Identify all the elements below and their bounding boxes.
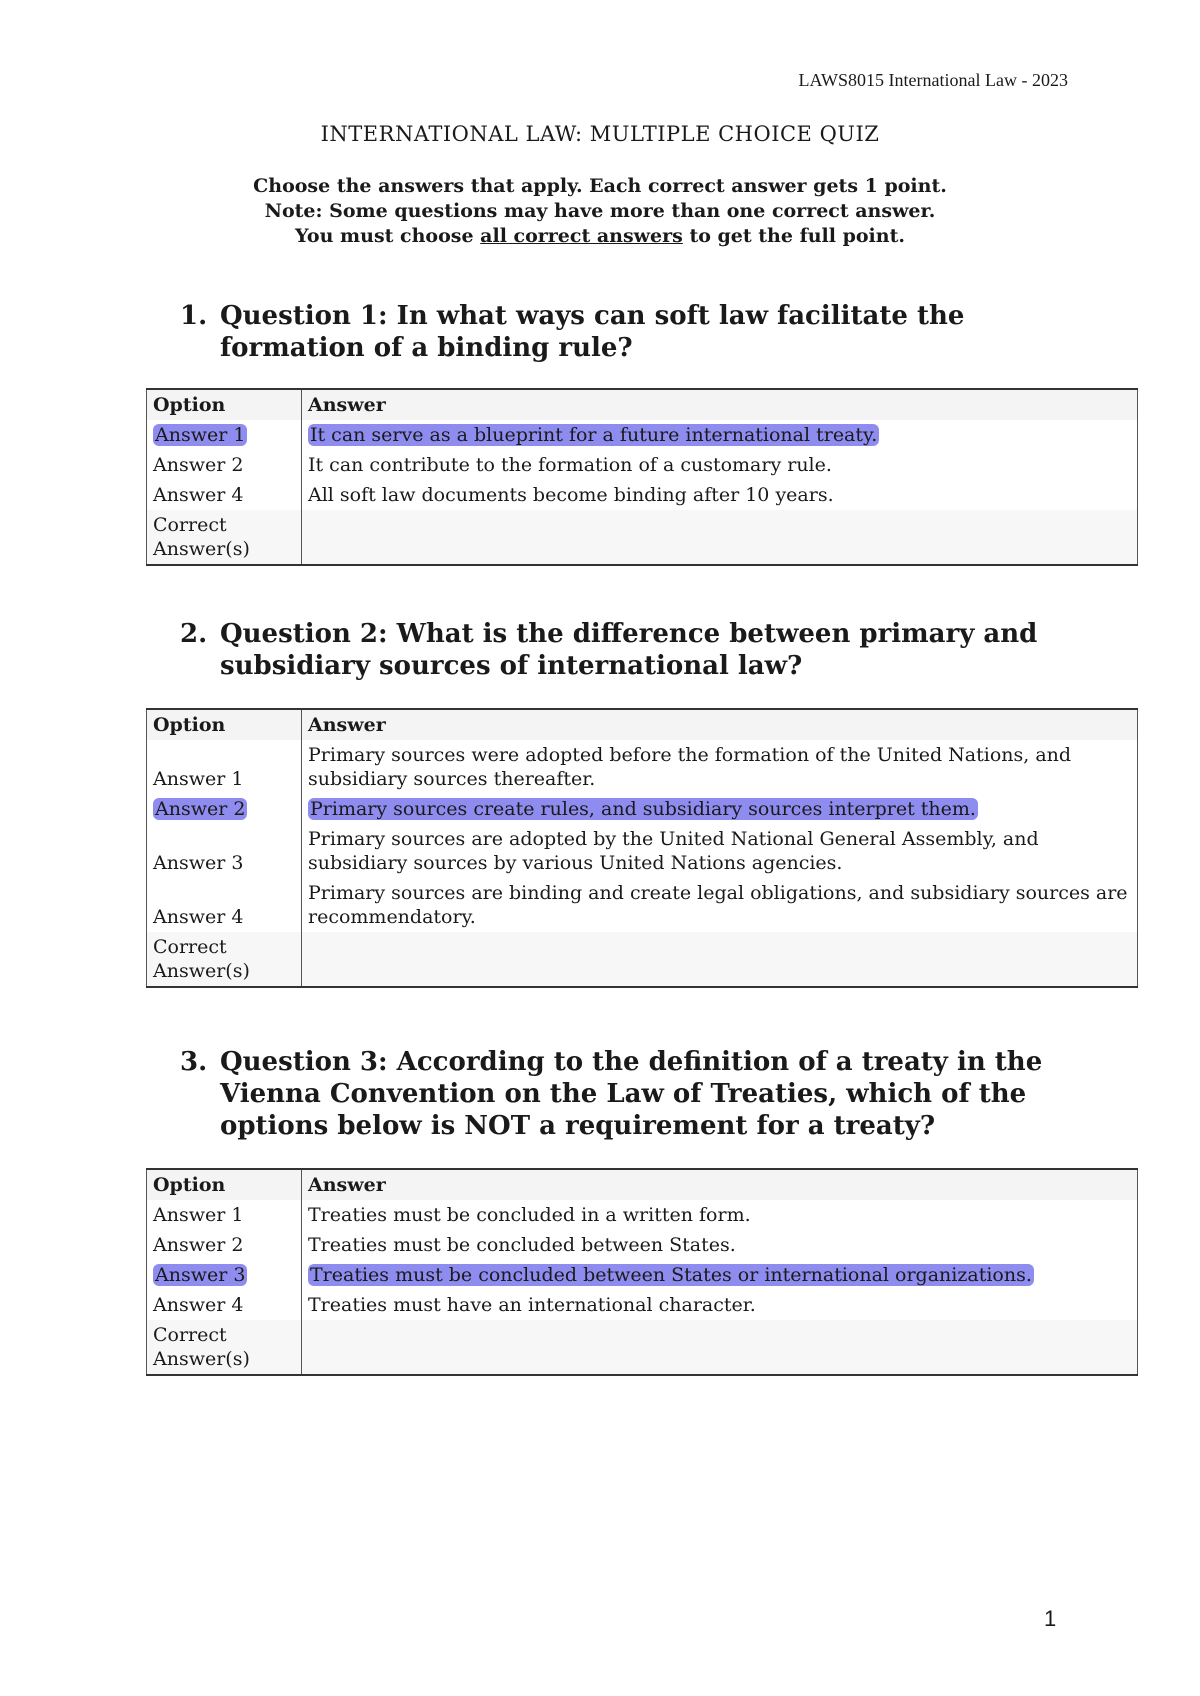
- option-row[interactable]: [147, 480, 1138, 510]
- instruction-line-2: Note: Some questions may have more than one correct answer.: [264, 200, 936, 222]
- option-label[interactable]: Answer 4: [147, 878, 302, 932]
- option-text[interactable]: Primary sources are binding and create legal obligations, and subsidiary sources are recommendatory.: [302, 878, 1138, 932]
- option-header: Option: [147, 1169, 302, 1200]
- correct-answers-field[interactable]: [302, 510, 1138, 565]
- correct-answers-label: Correct Answer(s): [147, 510, 302, 565]
- correct-answers-field[interactable]: [302, 1320, 1138, 1375]
- option-label[interactable]: Answer 1: [155, 424, 246, 446]
- table-header-row: [147, 389, 1138, 420]
- option-text[interactable]: Primary sources create rules, and subsidiary sources interpret them.: [310, 798, 976, 820]
- option-header: Option: [147, 709, 302, 740]
- instruction-line-3: [0, 224, 1200, 249]
- option-label[interactable]: Answer 2: [147, 450, 302, 480]
- option-label[interactable]: Answer 1: [147, 740, 302, 794]
- correct-answers-row: [147, 510, 1138, 565]
- quiz-instructions: [0, 174, 1200, 249]
- question-2-heading: [180, 618, 1080, 682]
- option-row[interactable]: [147, 878, 1138, 932]
- option-row[interactable]: [147, 420, 1138, 450]
- option-text[interactable]: Primary sources were adopted before the formation of the United Nations, and subsidiary sources thereafter.: [302, 740, 1138, 794]
- table-header-row: [147, 1169, 1138, 1200]
- option-text[interactable]: Primary sources are adopted by the United National General Assembly, and subsidiary sources by various United Nations agencies.: [302, 824, 1138, 878]
- question-number: 1.: [180, 301, 208, 331]
- question-2-options-table: [146, 708, 1138, 988]
- quiz-title: INTERNATIONAL LAW: MULTIPLE CHOICE QUIZ: [320, 122, 880, 146]
- correct-answers-row: [147, 1320, 1138, 1375]
- option-label[interactable]: Answer 2: [155, 798, 246, 820]
- option-row[interactable]: [147, 794, 1138, 824]
- option-label[interactable]: Answer 4: [147, 480, 302, 510]
- option-text[interactable]: Treaties must be concluded in a written form.: [302, 1200, 1138, 1230]
- question-3-heading: [180, 1046, 1080, 1142]
- option-label[interactable]: Answer 3: [147, 824, 302, 878]
- option-row[interactable]: [147, 450, 1138, 480]
- instruction-text: You must choose: [295, 225, 481, 247]
- option-header: Option: [147, 389, 302, 420]
- question-1-options-table: [146, 388, 1138, 566]
- option-label[interactable]: Answer 2: [147, 1230, 302, 1260]
- option-row[interactable]: [147, 1260, 1138, 1290]
- option-label[interactable]: Answer 4: [147, 1290, 302, 1320]
- table-header-row: [147, 709, 1138, 740]
- question-text: Question 3: According to the definition of a treaty in the Vienna Convention on the Law of Treaties, which of the options below is NOT a requirement for a treaty?: [220, 1047, 1043, 1141]
- option-label[interactable]: Answer 3: [155, 1264, 246, 1286]
- answer-header: Answer: [302, 389, 1138, 420]
- option-text[interactable]: It can contribute to the formation of a customary rule.: [302, 450, 1138, 480]
- instruction-emphasis: all correct answers: [480, 225, 683, 247]
- question-text: Question 2: What is the difference between primary and subsidiary sources of international law?: [220, 619, 1038, 681]
- question-number: 2.: [180, 619, 208, 649]
- correct-answers-field[interactable]: [302, 932, 1138, 987]
- option-text[interactable]: Treaties must be concluded between States or international organizations.: [310, 1264, 1032, 1286]
- option-row[interactable]: [147, 1200, 1138, 1230]
- page-number: 1: [1044, 1606, 1057, 1631]
- option-row[interactable]: [147, 1290, 1138, 1320]
- option-text[interactable]: It can serve as a blueprint for a future international treaty.: [310, 424, 878, 446]
- option-row[interactable]: [147, 824, 1138, 878]
- correct-answers-row: [147, 932, 1138, 987]
- option-row[interactable]: [147, 740, 1138, 794]
- option-row[interactable]: [147, 1230, 1138, 1260]
- answer-header: Answer: [302, 709, 1138, 740]
- question-number: 3.: [180, 1047, 208, 1077]
- instruction-text: to get the full point.: [682, 225, 905, 247]
- question-text: Question 1: In what ways can soft law facilitate the formation of a binding rule?: [220, 301, 965, 363]
- correct-answers-label: Correct Answer(s): [147, 1320, 302, 1375]
- option-label[interactable]: Answer 1: [147, 1200, 302, 1230]
- option-text[interactable]: Treaties must have an international character.: [302, 1290, 1138, 1320]
- question-3-options-table: [146, 1168, 1138, 1376]
- correct-answers-label: Correct Answer(s): [147, 932, 302, 987]
- question-1-heading: [180, 300, 1080, 364]
- instruction-line-1: Choose the answers that apply. Each correct answer gets 1 point.: [253, 175, 947, 197]
- document-header: LAWS8015 International Law - 2023: [798, 70, 1068, 90]
- option-text[interactable]: All soft law documents become binding after 10 years.: [302, 480, 1138, 510]
- option-text[interactable]: Treaties must be concluded between States.: [302, 1230, 1138, 1260]
- answer-header: Answer: [302, 1169, 1138, 1200]
